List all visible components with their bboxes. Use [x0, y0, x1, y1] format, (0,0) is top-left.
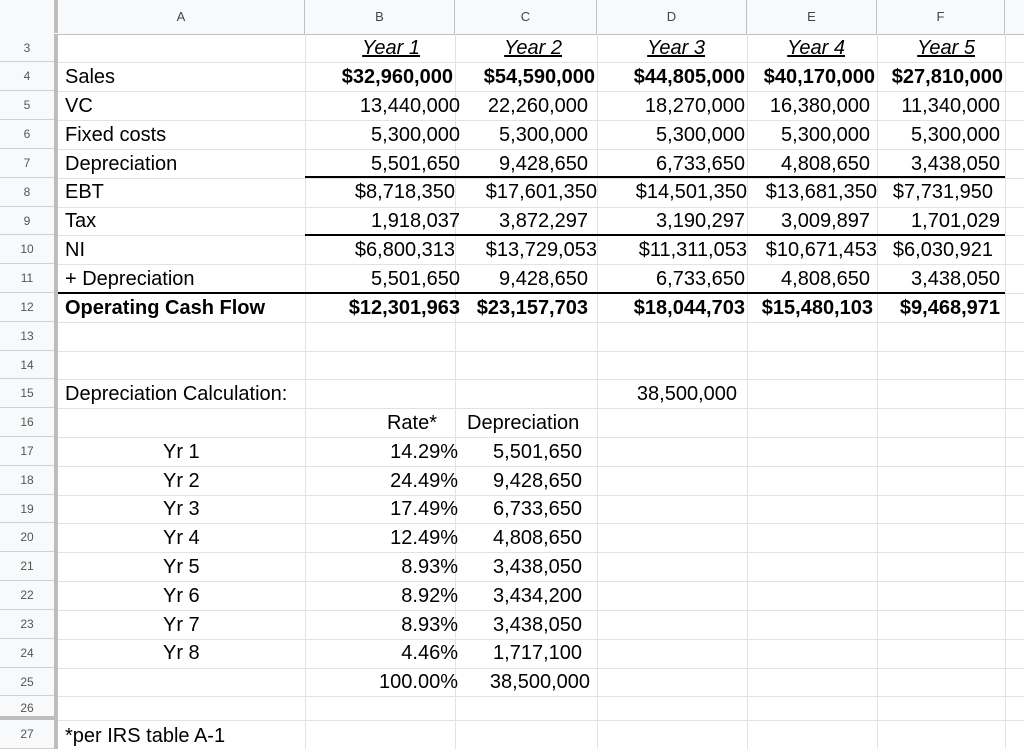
row-header-5[interactable]: 5	[0, 91, 54, 120]
column-header-e[interactable]: E	[747, 0, 877, 34]
vc-y1: 13,440,000	[359, 95, 460, 117]
dep-rate-1: 14.29%	[390, 441, 458, 463]
footnote: *per IRS table A-1	[65, 725, 226, 747]
ebt-y1: $8,718,350	[354, 181, 455, 203]
label-plus-depreciation: + Depreciation	[65, 268, 195, 290]
row-header-11[interactable]: 11	[0, 264, 54, 293]
row-header-12[interactable]: 12	[0, 293, 54, 322]
dep-year-8: Yr 8	[163, 642, 200, 664]
row-header-16[interactable]: 16	[0, 408, 54, 437]
adddep-y3: 6,733,650	[656, 268, 745, 290]
rate-header: Rate*	[386, 412, 437, 434]
dep-amount-7: 3,438,050	[493, 614, 582, 636]
row-header-14[interactable]: 14	[0, 351, 54, 379]
vc-y5: 11,340,000	[901, 95, 1000, 117]
ni-y1: $6,800,313	[354, 239, 455, 261]
row-header-9[interactable]: 9	[0, 207, 54, 235]
fixed-y3: 5,300,000	[656, 124, 745, 146]
row-header-24[interactable]: 24	[0, 639, 54, 668]
row-header-bar	[0, 34, 58, 749]
dep-y4: 4,808,650	[781, 153, 870, 175]
tax-y3: 3,190,297	[656, 210, 745, 232]
dep-rate-2: 24.49%	[390, 470, 458, 492]
row-header-10[interactable]: 10	[0, 235, 54, 264]
column-header-d[interactable]: D	[597, 0, 747, 34]
dep-amount-6: 3,434,200	[493, 585, 582, 607]
ni-y2: $13,729,053	[485, 239, 597, 261]
column-header-a[interactable]: A	[58, 0, 305, 34]
adddep-y5: 3,438,050	[911, 268, 1000, 290]
ni-y4: $10,671,453	[765, 239, 877, 261]
dep-y3: 6,733,650	[656, 153, 745, 175]
dep-rate-3: 17.49%	[390, 498, 458, 520]
row-header-13[interactable]: 13	[0, 322, 54, 351]
tax-y1: 1,918,037	[371, 210, 460, 232]
ocf-y2: $23,157,703	[476, 297, 588, 319]
tax-y2: 3,872,297	[499, 210, 588, 232]
ni-y3: $11,311,053	[638, 239, 747, 261]
dep-amount-3: 6,733,650	[493, 498, 582, 520]
dep-amount-5: 3,438,050	[493, 556, 582, 578]
sales-y3: $44,805,000	[633, 66, 745, 88]
row-header-21[interactable]: 21	[0, 552, 54, 581]
adddep-y2: 9,428,650	[499, 268, 588, 290]
ocf-y1: $12,301,963	[348, 297, 460, 319]
row-header-19[interactable]: 19	[0, 495, 54, 523]
dep-amount-8: 1,717,100	[493, 642, 582, 664]
sales-y5: $27,810,000	[891, 66, 1003, 88]
year-5-header: Year 5	[917, 37, 975, 59]
row-header-17[interactable]: 17	[0, 437, 54, 466]
dep-rate-5: 8.93%	[401, 556, 458, 578]
dep-year-4: Yr 4	[163, 527, 200, 549]
dep-year-2: Yr 2	[163, 470, 200, 492]
depreciation-calc-title: Depreciation Calculation:	[65, 383, 288, 405]
row-header-3[interactable]: 3	[0, 34, 54, 62]
ebt-y5: $7,731,950	[892, 181, 993, 203]
depreciable-basis: 38,500,000	[636, 383, 737, 405]
label-sales: Sales	[65, 66, 116, 88]
dep-year-6: Yr 6	[163, 585, 200, 607]
dep-rate-4: 12.49%	[390, 527, 458, 549]
label-fixed-costs: Fixed costs	[65, 124, 167, 146]
fixed-y1: 5,300,000	[371, 124, 460, 146]
dep-y1: 5,501,650	[371, 153, 460, 175]
row-header-8[interactable]: 8	[0, 178, 54, 207]
dep-total-rate: 100.00%	[379, 671, 458, 693]
ocf-y4: $15,480,103	[761, 297, 873, 319]
tax-y4: 3,009,897	[781, 210, 870, 232]
label-ni: NI	[65, 239, 85, 261]
year-3-header: Year 3	[647, 37, 705, 59]
sales-y2: $54,590,000	[483, 66, 595, 88]
year-1-header: Year 1	[362, 37, 420, 59]
column-header-f[interactable]: F	[877, 0, 1005, 34]
dep-y5: 3,438,050	[911, 153, 1000, 175]
label-depreciation: Depreciation	[65, 153, 178, 175]
fixed-y4: 5,300,000	[781, 124, 870, 146]
adddep-y1: 5,501,650	[371, 268, 460, 290]
sales-y1: $32,960,000	[341, 66, 453, 88]
sales-y4: $40,170,000	[763, 66, 875, 88]
tax-y5: 1,701,029	[911, 210, 1000, 232]
depreciation-header: Depreciation	[467, 412, 580, 434]
dep-amount-4: 4,808,650	[493, 527, 582, 549]
row-header-26[interactable]: 26	[0, 696, 54, 720]
ebt-y4: $13,681,350	[765, 181, 877, 203]
dep-year-3: Yr 3	[163, 498, 200, 520]
year-4-header: Year 4	[787, 37, 845, 59]
dep-rate-8: 4.46%	[401, 642, 458, 664]
row-header-4[interactable]: 4	[0, 62, 54, 91]
label-ebt: EBT	[65, 181, 104, 203]
select-all-corner[interactable]	[0, 0, 58, 33]
dep-y2: 9,428,650	[499, 153, 588, 175]
row-header-6[interactable]: 6	[0, 120, 54, 149]
ocf-y3: $18,044,703	[633, 297, 745, 319]
row-header-15[interactable]: 15	[0, 379, 54, 408]
label-operating-cash-flow: Operating Cash Flow	[65, 297, 266, 319]
label-vc: VC	[65, 95, 93, 117]
dep-total-amount: 38,500,000	[489, 671, 590, 693]
dep-amount-2: 9,428,650	[493, 470, 582, 492]
row-header-18[interactable]: 18	[0, 466, 54, 495]
dep-rate-6: 8.92%	[401, 585, 458, 607]
dep-rate-7: 8.93%	[401, 614, 458, 636]
row-header-22[interactable]: 22	[0, 581, 54, 610]
row-header-25[interactable]: 25	[0, 668, 54, 696]
adddep-y4: 4,808,650	[781, 268, 870, 290]
dep-amount-1: 5,501,650	[493, 441, 582, 463]
dep-year-7: Yr 7	[163, 614, 200, 636]
row-header-20[interactable]: 20	[0, 523, 54, 552]
column-header-bar	[0, 0, 1024, 35]
dep-year-5: Yr 5	[163, 556, 200, 578]
dep-year-1: Yr 1	[163, 441, 200, 463]
ni-y5: $6,030,921	[892, 239, 993, 261]
ebt-y2: $17,601,350	[485, 181, 597, 203]
vc-y3: 18,270,000	[644, 95, 745, 117]
vc-y2: 22,260,000	[487, 95, 588, 117]
fixed-y5: 5,300,000	[911, 124, 1000, 146]
column-header-b[interactable]: B	[305, 0, 455, 34]
ocf-y5: $9,468,971	[899, 297, 1000, 319]
fixed-y2: 5,300,000	[499, 124, 588, 146]
year-2-header: Year 2	[504, 37, 562, 59]
column-header-c[interactable]: C	[455, 0, 597, 34]
row-header-27[interactable]: 27	[0, 720, 54, 749]
label-tax: Tax	[65, 210, 97, 232]
row-header-23[interactable]: 23	[0, 610, 54, 639]
row-header-7[interactable]: 7	[0, 149, 54, 178]
vc-y4: 16,380,000	[769, 95, 870, 117]
ebt-y3: $14,501,350	[635, 181, 747, 203]
